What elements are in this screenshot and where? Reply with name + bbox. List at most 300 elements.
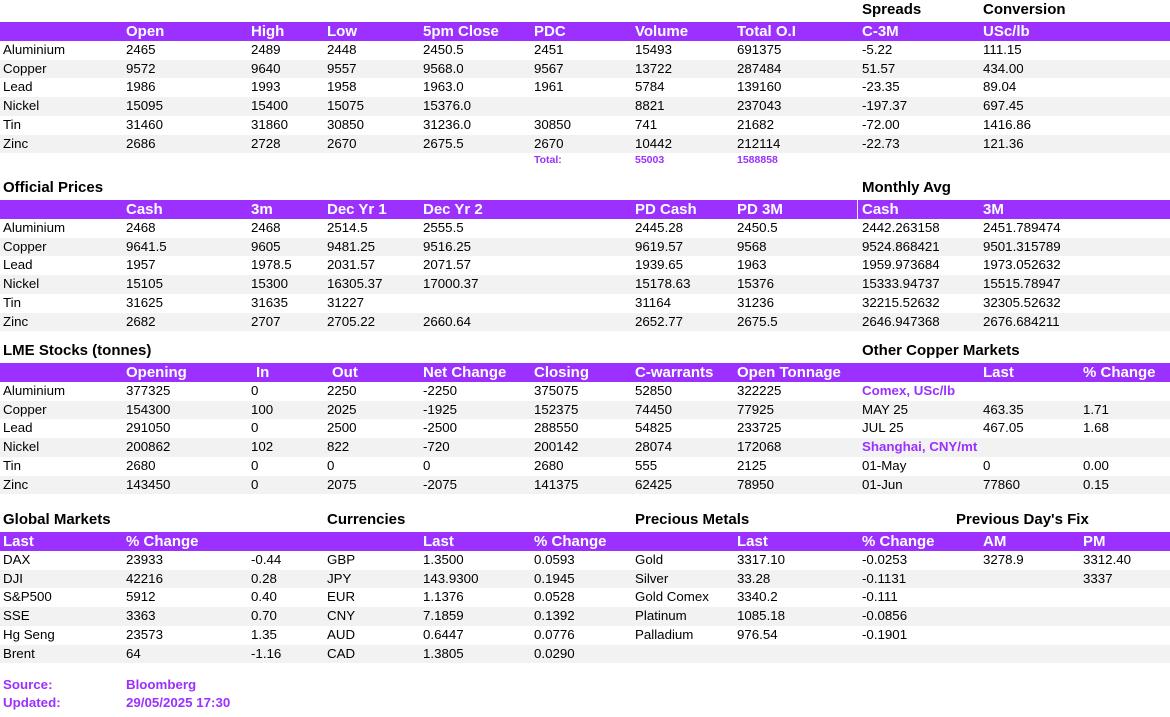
summary-volume-cell: 741	[635, 116, 658, 132]
official-avg-cash-cell: 9524.868421	[862, 238, 940, 254]
stocks-net-change-cell: -2250	[423, 383, 458, 398]
official-cash-cell: 2468	[126, 220, 156, 235]
stocks-row	[0, 382, 1170, 401]
col-global-last: Last	[3, 533, 34, 550]
stocks-opening-cell: 154300	[126, 401, 171, 417]
official-dec-yr-1-cell: 2705.22	[327, 313, 376, 329]
col-closing: Closing	[534, 364, 589, 381]
stocks-header-row	[0, 363, 1170, 382]
summary-row	[0, 135, 1170, 154]
official-cash-cell: 1957	[126, 257, 156, 273]
official-pd-3m-cell: 1963	[737, 257, 767, 273]
col-global-change: % Change	[126, 533, 199, 550]
summary-total-oi-cell: 21682	[737, 116, 774, 132]
summary-total-oi-cell: 139160	[737, 79, 782, 95]
official-3m-cell: 2707	[251, 313, 281, 329]
stocks-in-cell: 0	[251, 476, 259, 492]
summary-close-5pm-cell: 9568.0	[423, 60, 464, 76]
fix-pm-value: 3312.40	[1083, 552, 1132, 567]
summary-header-row	[0, 22, 1170, 41]
other-market-contract: MAY 25	[862, 401, 909, 417]
official-cash-cell: 31625	[126, 294, 163, 310]
precious-metal-change: -0.1901	[862, 626, 908, 642]
summary-close-5pm-cell: 31236.0	[423, 116, 472, 132]
stocks-out-cell: 822	[327, 439, 350, 455]
stocks-open-tonnage-cell: 233725	[737, 420, 782, 436]
global-index-change: 1.35	[251, 626, 277, 642]
col-pd-3m: PD 3M	[737, 201, 783, 218]
currency-change: 0.0776	[534, 626, 575, 642]
col-currency-change: % Change	[534, 533, 607, 550]
stocks-opening-cell: 200862	[126, 439, 171, 455]
official-row	[0, 313, 1170, 332]
currency-change: 0.0593	[534, 552, 575, 567]
precious-metal-name: Silver	[635, 570, 669, 586]
total-label: Total:	[534, 154, 562, 166]
official-dec-yr-2-cell: 2555.5	[423, 220, 464, 235]
currency-last: 1.3805	[423, 645, 464, 661]
markets-row	[0, 551, 1170, 570]
official-dec-yr-2-cell: 9516.25	[423, 238, 472, 254]
precious-metal-name: Palladium	[635, 626, 694, 642]
other-market-heading: Comex, USc/lb	[862, 383, 956, 398]
conversion-title: Conversion	[983, 1, 1066, 18]
summary-low-cell: 30850	[327, 116, 364, 132]
summary-pdc-cell: 1961	[534, 79, 564, 95]
global-index-last: 3363	[126, 608, 156, 624]
col-fix-am: AM	[983, 533, 1007, 550]
stocks-in-cell: 0	[251, 457, 259, 473]
currency-last: 1.1376	[423, 589, 464, 605]
other-market-contract: JUL 25	[862, 420, 904, 436]
summary-volume-cell: 10442	[635, 135, 672, 151]
official-dec-yr-1-cell: 2514.5	[327, 220, 368, 235]
official-row	[0, 219, 1170, 238]
official-avg-3m-cell: 9501.315789	[983, 238, 1061, 254]
summary-high-cell: 1993	[251, 79, 281, 95]
other-market-last-cell: 0	[983, 457, 991, 473]
official-metal-cell: Tin	[3, 294, 21, 310]
summary-high-cell: 31860	[251, 116, 288, 132]
official-avg-3m-cell: 32305.52632	[983, 294, 1061, 310]
col-usc-lb: USc/lb	[983, 23, 1030, 40]
global-index-last: 64	[126, 645, 141, 661]
official-metal-cell: Nickel	[3, 276, 40, 292]
previous-fix-title: Previous Day's Fix	[956, 511, 1089, 528]
col-precious-change: % Change	[862, 533, 935, 550]
summary-low-cell: 2448	[327, 42, 357, 57]
summary-volume-cell: 8821	[635, 98, 665, 114]
stocks-open-tonnage-cell: 2125	[737, 457, 767, 473]
precious-metal-change: -0.0856	[862, 608, 908, 624]
stocks-metal-cell: Zinc	[3, 476, 29, 492]
source-value: Bloomberg	[126, 677, 197, 692]
summary-high-cell: 9640	[251, 60, 281, 76]
global-index-change: -1.16	[251, 645, 282, 661]
col-currency-last: Last	[423, 533, 454, 550]
other-market-heading: Shanghai, CNY/mt	[862, 439, 978, 455]
precious-metal-change: -0.1131	[862, 570, 907, 586]
col-other-last: Last	[983, 364, 1014, 381]
summary-high-cell: 2728	[251, 135, 281, 151]
official-metal-cell: Zinc	[3, 313, 29, 329]
currency-code: EUR	[327, 589, 356, 605]
col-pd-cash: PD Cash	[635, 201, 697, 218]
stocks-metal-cell: Nickel	[3, 439, 40, 455]
global-index-name: Hg Seng	[3, 626, 55, 642]
col-avg-3m: 3M	[983, 201, 1004, 218]
col-open-tonnage: Open Tonnage	[737, 364, 841, 381]
global-index-name: DJI	[3, 570, 23, 586]
summary-metal-cell: Lead	[3, 79, 33, 95]
other-copper-title: Other Copper Markets	[862, 342, 1020, 359]
col-in: In	[256, 364, 270, 381]
summary-volume-cell: 13722	[635, 60, 672, 76]
global-index-last: 5912	[126, 589, 156, 605]
currency-last: 0.6447	[423, 626, 464, 642]
stocks-open-tonnage-cell: 322225	[737, 383, 782, 398]
stocks-opening-cell: 2680	[126, 457, 156, 473]
col-dec-yr-2: Dec Yr 2	[423, 201, 483, 218]
summary-pdc-cell: 30850	[534, 116, 571, 132]
currency-code: CAD	[327, 645, 356, 661]
lme-stocks-title: LME Stocks (tonnes)	[3, 342, 152, 359]
official-metal-cell: Aluminium	[3, 220, 66, 235]
global-index-last: 23933	[126, 552, 163, 567]
currency-code: AUD	[327, 626, 356, 642]
col-fix-pm: PM	[1083, 533, 1106, 550]
global-index-change: -0.44	[251, 552, 282, 567]
stocks-out-cell: 2075	[327, 476, 357, 492]
official-3m-cell: 15300	[251, 276, 288, 292]
official-dec-yr-1-cell: 9481.25	[327, 238, 376, 254]
stocks-closing-cell: 141375	[534, 476, 579, 492]
official-dec-yr-1-cell: 31227	[327, 294, 364, 310]
summary-usc-lb-cell: 121.36	[983, 135, 1024, 151]
stocks-net-change-cell: -2075	[423, 476, 458, 492]
official-pd-3m-cell: 2450.5	[737, 220, 778, 235]
stocks-in-cell: 100	[251, 401, 274, 417]
summary-volume-cell: 15493	[635, 42, 672, 57]
stocks-opening-cell: 143450	[126, 476, 171, 492]
official-avg-cash-cell: 1959.973684	[862, 257, 940, 273]
summary-high-cell: 15400	[251, 98, 288, 114]
official-3m-cell: 2468	[251, 220, 281, 235]
col-3m: 3m	[251, 201, 273, 218]
summary-open-cell: 9572	[126, 60, 156, 76]
summary-low-cell: 15075	[327, 98, 364, 114]
summary-row	[0, 116, 1170, 135]
currencies-title: Currencies	[327, 511, 406, 528]
updated-value: 29/05/2025 17:30	[126, 695, 231, 710]
stocks-metal-cell: Aluminium	[3, 383, 66, 398]
fix-am-value: 3278.9	[983, 552, 1024, 567]
summary-total-oi-cell: 237043	[737, 98, 782, 114]
currency-change: 0.0290	[534, 645, 575, 661]
col-5pm-close: 5pm Close	[423, 23, 499, 40]
summary-row	[0, 41, 1170, 60]
source-label: Source:	[3, 677, 53, 692]
official-3m-cell: 9605	[251, 238, 281, 254]
global-index-name: SSE	[3, 608, 30, 624]
summary-high-cell: 2489	[251, 42, 281, 57]
official-avg-3m-cell: 15515.78947	[983, 276, 1061, 292]
summary-c-3m-cell: -23.35	[862, 79, 900, 95]
official-row	[0, 256, 1170, 275]
official-cash-cell: 2682	[126, 313, 156, 329]
total-open-interest: 1588858	[737, 154, 778, 166]
stocks-closing-cell: 2680	[534, 457, 564, 473]
currency-code: GBP	[327, 552, 356, 567]
col-low: Low	[327, 23, 357, 40]
summary-usc-lb-cell: 697.45	[983, 98, 1024, 114]
col-pdc: PDC	[534, 23, 566, 40]
col-opening: Opening	[126, 364, 187, 381]
official-cash-cell: 9641.5	[126, 238, 167, 254]
currency-change: 0.1945	[534, 570, 575, 586]
official-3m-cell: 1978.5	[251, 257, 292, 273]
precious-metal-name: Gold	[635, 552, 664, 567]
official-dec-yr-2-cell: 2660.64	[423, 313, 472, 329]
col-other-change: % Change	[1083, 364, 1156, 381]
stocks-opening-cell: 291050	[126, 420, 171, 436]
stocks-closing-cell: 375075	[534, 383, 579, 398]
official-avg-cash-cell: 2442.263158	[862, 220, 940, 235]
summary-metal-cell: Tin	[3, 116, 21, 132]
stocks-open-tonnage-cell: 172068	[737, 439, 782, 455]
stocks-net-change-cell: 0	[423, 457, 431, 473]
summary-pdc-cell: 2670	[534, 135, 564, 151]
summary-low-cell: 2670	[327, 135, 357, 151]
summary-pdc-cell: 2451	[534, 42, 564, 57]
col-out: Out	[332, 364, 358, 381]
official-pd-3m-cell: 2675.5	[737, 313, 778, 329]
summary-open-cell: 2686	[126, 135, 156, 151]
stocks-c-warrants-cell: 52850	[635, 383, 672, 398]
stocks-net-change-cell: -2500	[423, 420, 458, 436]
official-pd-3m-cell: 31236	[737, 294, 774, 310]
other-market-contract: 01-May	[862, 457, 907, 473]
global-index-last: 23573	[126, 626, 163, 642]
global-markets-title: Global Markets	[3, 511, 111, 528]
stocks-c-warrants-cell: 28074	[635, 439, 672, 455]
official-dec-yr-1-cell: 16305.37	[327, 276, 383, 292]
stocks-closing-cell: 152375	[534, 401, 579, 417]
other-market-last-cell: 467.05	[983, 420, 1024, 436]
col-dec-yr-1: Dec Yr 1	[327, 201, 387, 218]
official-pd-cash-cell: 15178.63	[635, 276, 691, 292]
official-avg-3m-cell: 2676.684211	[983, 313, 1060, 329]
official-pd-cash-cell: 2652.77	[635, 313, 684, 329]
precious-metal-change: -0.0253	[862, 552, 908, 567]
summary-c-3m-cell: -197.37	[862, 98, 908, 114]
currency-last: 1.3500	[423, 552, 464, 567]
stocks-row	[0, 457, 1170, 476]
header-divider	[857, 200, 858, 219]
official-prices-title: Official Prices	[3, 179, 104, 196]
summary-close-5pm-cell: 1963.0	[423, 79, 464, 95]
summary-open-cell: 1986	[126, 79, 156, 95]
summary-total-oi-cell: 287484	[737, 60, 782, 76]
official-pd-cash-cell: 9619.57	[635, 238, 684, 254]
official-pd-cash-cell: 2445.28	[635, 220, 684, 235]
summary-close-5pm-cell: 2675.5	[423, 135, 464, 151]
stocks-c-warrants-cell: 62425	[635, 476, 672, 492]
stocks-net-change-cell: -720	[423, 439, 450, 455]
global-index-change: 0.40	[251, 589, 277, 605]
summary-c-3m-cell: 51.57	[862, 60, 896, 76]
currency-code: CNY	[327, 608, 356, 624]
col-c-warrants: C-warrants	[635, 364, 714, 381]
col-cash: Cash	[126, 201, 163, 218]
other-market-last-cell: 463.35	[983, 401, 1024, 417]
summary-close-5pm-cell: 2450.5	[423, 42, 464, 57]
markets-row	[0, 570, 1170, 589]
markets-row	[0, 626, 1170, 645]
updated-label: Updated:	[3, 695, 61, 710]
markets-header-row	[0, 532, 1170, 551]
stocks-out-cell: 2500	[327, 420, 357, 436]
stocks-c-warrants-cell: 555	[635, 457, 658, 473]
official-3m-cell: 31635	[251, 294, 288, 310]
official-pd-3m-cell: 15376	[737, 276, 774, 292]
global-index-name: DAX	[3, 552, 31, 567]
official-header-row	[0, 200, 1170, 219]
markets-row	[0, 607, 1170, 626]
summary-open-cell: 2465	[126, 42, 156, 57]
official-dec-yr-2-cell: 2071.57	[423, 257, 472, 273]
monthly-avg-title: Monthly Avg	[862, 179, 951, 196]
official-row	[0, 238, 1170, 257]
summary-c-3m-cell: -72.00	[862, 116, 900, 132]
other-market-change-cell: 1.68	[1083, 420, 1109, 436]
spreads-title: Spreads	[862, 1, 922, 18]
summary-low-cell: 1958	[327, 79, 357, 95]
stocks-row	[0, 476, 1170, 495]
summary-usc-lb-cell: 111.15	[983, 42, 1022, 57]
official-avg-3m-cell: 1973.052632	[983, 257, 1061, 273]
summary-row	[0, 97, 1170, 116]
global-index-change: 0.70	[251, 608, 277, 624]
col-high: High	[251, 23, 285, 40]
markets-row	[0, 645, 1170, 664]
official-metal-cell: Lead	[3, 257, 33, 273]
col-avg-cash: Cash	[862, 201, 899, 218]
other-market-contract: 01-Jun	[862, 476, 903, 492]
other-market-last-cell: 77860	[983, 476, 1020, 492]
stocks-out-cell: 0	[327, 457, 335, 473]
stocks-in-cell: 0	[251, 420, 259, 436]
total-volume: 55003	[635, 154, 665, 166]
other-market-change-cell: 0.00	[1083, 457, 1109, 473]
stocks-closing-cell: 288550	[534, 420, 579, 436]
official-cash-cell: 15105	[126, 276, 163, 292]
official-avg-cash-cell: 32215.52632	[862, 294, 940, 310]
precious-metal-last: 976.54	[737, 626, 778, 642]
official-pd-cash-cell: 1939.65	[635, 257, 684, 273]
stocks-c-warrants-cell: 54825	[635, 420, 672, 436]
currency-change: 0.0528	[534, 589, 575, 605]
stocks-in-cell: 102	[251, 439, 274, 455]
summary-usc-lb-cell: 434.00	[983, 60, 1024, 76]
official-avg-3m-cell: 2451.789474	[983, 220, 1061, 235]
precious-metal-last: 1085.18	[737, 608, 786, 624]
stocks-metal-cell: Lead	[3, 420, 33, 436]
stocks-opening-cell: 377325	[126, 383, 171, 398]
other-market-change-cell: 0.15	[1083, 476, 1109, 492]
fix-pm-value: 3337	[1083, 570, 1113, 586]
summary-pdc-cell: 9567	[534, 60, 564, 76]
stocks-metal-cell: Copper	[3, 401, 47, 417]
stocks-closing-cell: 200142	[534, 439, 579, 455]
currency-last: 143.9300	[423, 570, 479, 586]
precious-metal-last: 33.28	[737, 570, 771, 586]
precious-metal-last: 3317.10	[737, 552, 786, 567]
stocks-c-warrants-cell: 74450	[635, 401, 672, 417]
summary-close-5pm-cell: 15376.0	[423, 98, 472, 114]
summary-metal-cell: Nickel	[3, 98, 40, 114]
official-pd-3m-cell: 9568	[737, 238, 767, 254]
currency-change: 0.1392	[534, 608, 575, 624]
summary-open-cell: 15095	[126, 98, 163, 114]
official-pd-cash-cell: 31164	[635, 294, 671, 310]
summary-metal-cell: Aluminium	[3, 42, 66, 57]
official-dec-yr-2-cell: 17000.37	[423, 276, 479, 292]
col-precious-last: Last	[737, 533, 768, 550]
official-row	[0, 294, 1170, 313]
official-row	[0, 275, 1170, 294]
summary-metal-cell: Zinc	[3, 135, 29, 151]
summary-row	[0, 60, 1170, 79]
summary-c-3m-cell: -22.73	[862, 135, 900, 151]
col-volume: Volume	[635, 23, 689, 40]
summary-total-oi-cell: 212114	[737, 135, 781, 151]
stocks-open-tonnage-cell: 77925	[737, 401, 774, 417]
precious-metal-name: Gold Comex	[635, 589, 709, 605]
precious-metals-title: Precious Metals	[635, 511, 750, 528]
official-avg-cash-cell: 2646.947368	[862, 313, 940, 329]
summary-volume-cell: 5784	[635, 79, 665, 95]
stocks-metal-cell: Tin	[3, 457, 21, 473]
stocks-open-tonnage-cell: 78950	[737, 476, 774, 492]
summary-open-cell: 31460	[126, 116, 163, 132]
col-total-oi: Total O.I	[737, 23, 796, 40]
summary-metal-cell: Copper	[3, 60, 47, 76]
official-dec-yr-1-cell: 2031.57	[327, 257, 376, 273]
global-index-last: 42216	[126, 570, 163, 586]
currency-last: 7.1859	[423, 608, 464, 624]
summary-total-oi-cell: 691375	[737, 42, 782, 57]
col-net-change: Net Change	[423, 364, 507, 381]
other-market-change-cell: 1.71	[1083, 401, 1109, 417]
precious-metal-change: -0.111	[862, 589, 898, 605]
global-index-name: S&P500	[3, 589, 52, 605]
summary-usc-lb-cell: 1416.86	[983, 116, 1032, 132]
stocks-row	[0, 401, 1170, 420]
col-c-3m: C-3M	[862, 23, 899, 40]
official-metal-cell: Copper	[3, 238, 47, 254]
precious-metal-name: Platinum	[635, 608, 687, 624]
stocks-out-cell: 2250	[327, 383, 357, 398]
summary-usc-lb-cell: 89.04	[983, 79, 1017, 95]
col-open: Open	[126, 23, 165, 40]
global-index-name: Brent	[3, 645, 35, 661]
stocks-row	[0, 419, 1170, 438]
summary-c-3m-cell: -5.22	[862, 42, 893, 57]
stocks-net-change-cell: -1925	[423, 401, 458, 417]
summary-low-cell: 9557	[327, 60, 357, 76]
currency-code: JPY	[327, 570, 352, 586]
